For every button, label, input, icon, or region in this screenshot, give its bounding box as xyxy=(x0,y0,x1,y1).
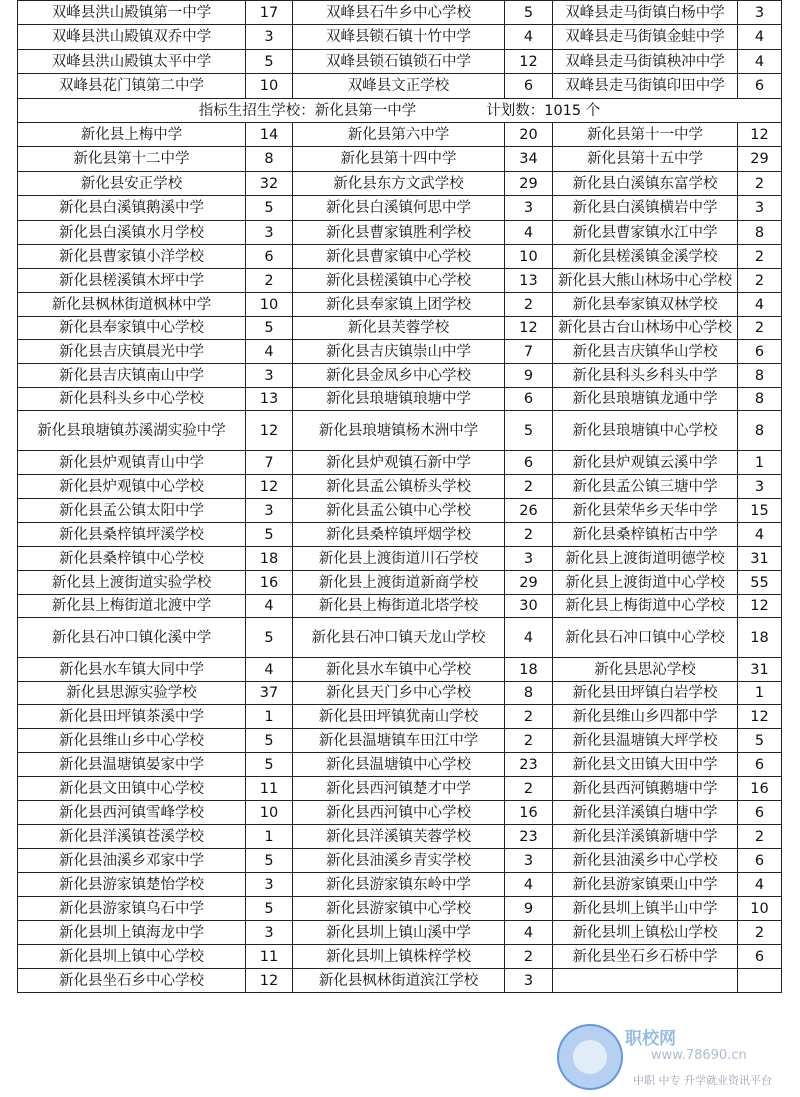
quota-cell: 3 xyxy=(246,499,293,523)
school-name-cell: 新化县白溪镇水月学校 xyxy=(18,221,246,245)
quota-cell: 1 xyxy=(738,451,782,475)
quota-cell: 2 xyxy=(738,172,782,196)
school-name-cell: 新化县芙蓉学校 xyxy=(293,317,505,340)
quota-cell: 3 xyxy=(505,547,553,571)
quota-cell: 2 xyxy=(738,825,782,849)
table-row xyxy=(18,147,782,172)
quota-cell: 29 xyxy=(738,147,782,172)
table-row xyxy=(18,388,782,411)
quota-cell: 18 xyxy=(246,547,293,571)
watermark-tagline: 中职 中专 升学就业资讯平台 xyxy=(633,1074,772,1087)
school-name-cell: 新化县油溪乡中心学校 xyxy=(553,849,738,873)
quota-cell: 3 xyxy=(246,873,293,897)
table-row xyxy=(18,658,782,682)
quota-cell: 20 xyxy=(505,123,553,147)
table-row xyxy=(18,753,782,777)
school-name-cell: 双峰县石牛乡中心学校 xyxy=(293,1,505,25)
school-name-cell: 新化县炉观镇中心学校 xyxy=(18,475,246,499)
school-name-cell: 双峰县洪山殿镇太平中学 xyxy=(18,50,246,74)
table-row xyxy=(18,74,782,99)
school-name-cell: 新化县文田镇大田中学 xyxy=(553,753,738,777)
school-name-cell: 新化县田坪镇白岩学校 xyxy=(553,682,738,705)
table-row xyxy=(18,897,782,921)
quota-cell: 16 xyxy=(738,777,782,801)
table-row xyxy=(18,196,782,221)
quota-cell: 5 xyxy=(246,196,293,221)
quota-cell: 6 xyxy=(505,74,553,99)
school-name-cell: 新化县游家镇栗山中学 xyxy=(553,873,738,897)
school-name-cell: 新化县槎溪镇中心学校 xyxy=(293,269,505,293)
quota-cell: 10 xyxy=(738,897,782,921)
quota-cell: 6 xyxy=(505,388,553,411)
quota-cell: 8 xyxy=(738,411,782,451)
table-row xyxy=(18,25,782,50)
quota-cell: 3 xyxy=(246,364,293,388)
school-name-cell: 新化县槎溪镇木坪中学 xyxy=(18,269,246,293)
school-name-cell: 新化县圳上镇海龙中学 xyxy=(18,921,246,945)
school-name-cell: 新化县第十一中学 xyxy=(553,123,738,147)
school-name-cell: 新化县圳上镇中心学校 xyxy=(18,945,246,969)
quota-cell: 29 xyxy=(505,172,553,196)
school-name-cell: 新化县温塘镇晏家中学 xyxy=(18,753,246,777)
school-name-cell: 新化县桑梓镇中心学校 xyxy=(18,547,246,571)
quota-cell: 18 xyxy=(738,618,782,658)
school-name-cell: 新化县西河镇楚才中学 xyxy=(293,777,505,801)
school-name-cell: 新化县水车镇中心学校 xyxy=(293,658,505,682)
quota-cell: 23 xyxy=(505,753,553,777)
quota-cell: 5 xyxy=(246,729,293,753)
table-row xyxy=(18,729,782,753)
quota-cell: 7 xyxy=(246,451,293,475)
quota-cell: 17 xyxy=(246,1,293,25)
quota-cell: 6 xyxy=(738,945,782,969)
quota-cell: 12 xyxy=(738,123,782,147)
school-name-cell: 新化县维山乡中心学校 xyxy=(18,729,246,753)
school-name-cell: 新化县洋溪镇苍溪学校 xyxy=(18,825,246,849)
table-row xyxy=(18,317,782,340)
school-name-cell: 双峰县花门镇第二中学 xyxy=(18,74,246,99)
quota-cell: 6 xyxy=(738,849,782,873)
quota-cell: 31 xyxy=(738,658,782,682)
enrollment-table-page xyxy=(17,0,781,1097)
quota-cell: 6 xyxy=(738,801,782,825)
table-row xyxy=(18,245,782,269)
watermark-brand: 职校网 xyxy=(625,1029,676,1049)
school-name-cell: 新化县西河镇鹅塘中学 xyxy=(553,777,738,801)
school-name-cell: 新化县上梅中学 xyxy=(18,123,246,147)
school-name-cell: 新化县桑梓镇柘古中学 xyxy=(553,523,738,547)
quota-cell: 3 xyxy=(505,969,553,993)
quota-cell: 4 xyxy=(505,921,553,945)
quota-cell: 4 xyxy=(738,523,782,547)
quota-cell: 3 xyxy=(505,849,553,873)
quota-cell: 13 xyxy=(505,269,553,293)
school-name-cell: 新化县洋溪镇芙蓉学校 xyxy=(293,825,505,849)
school-name-cell: 新化县孟公镇太阳中学 xyxy=(18,499,246,523)
quota-cell: 16 xyxy=(246,571,293,595)
quota-cell: 4 xyxy=(505,221,553,245)
school-name-cell: 新化县温塘镇大坪学校 xyxy=(553,729,738,753)
school-name-cell: 新化县坐石乡石桥中学 xyxy=(553,945,738,969)
school-name-cell xyxy=(553,969,738,993)
school-name-cell: 新化县安正学校 xyxy=(18,172,246,196)
quota-cell: 4 xyxy=(738,50,782,74)
quota-cell: 5 xyxy=(246,50,293,74)
table-row xyxy=(18,595,782,618)
quota-cell: 3 xyxy=(738,1,782,25)
school-name-cell: 新化县白溪镇横岩中学 xyxy=(553,196,738,221)
school-name-cell: 新化县荣华乡天华中学 xyxy=(553,499,738,523)
quota-cell: 2 xyxy=(505,523,553,547)
school-name-cell: 新化县第六中学 xyxy=(293,123,505,147)
school-name-cell: 新化县上梅街道北塔学校 xyxy=(293,595,505,618)
school-name-cell: 新化县天门乡中心学校 xyxy=(293,682,505,705)
quota-cell: 6 xyxy=(738,74,782,99)
school-name-cell: 双峰县洪山殿镇第一中学 xyxy=(18,1,246,25)
quota-cell: 4 xyxy=(246,340,293,364)
quota-cell: 13 xyxy=(246,388,293,411)
school-name-cell: 双峰县走马街镇印田中学 xyxy=(553,74,738,99)
quota-cell: 32 xyxy=(246,172,293,196)
school-name-cell: 新化县金凤乡中心学校 xyxy=(293,364,505,388)
school-name-cell: 新化县科头乡科头中学 xyxy=(553,364,738,388)
quota-cell: 3 xyxy=(246,25,293,50)
quota-cell: 10 xyxy=(246,293,293,317)
school-name-cell: 新化县奉家镇上团学校 xyxy=(293,293,505,317)
school-name-cell: 新化县吉庆镇晨光中学 xyxy=(18,340,246,364)
quota-cell: 2 xyxy=(505,945,553,969)
quota-cell: 2 xyxy=(505,777,553,801)
school-name-cell: 双峰县洪山殿镇双乔中学 xyxy=(18,25,246,50)
school-name-cell: 新化县槎溪镇金溪学校 xyxy=(553,245,738,269)
school-name-cell: 新化县科头乡中心学校 xyxy=(18,388,246,411)
quota-cell: 10 xyxy=(246,801,293,825)
quota-cell: 5 xyxy=(246,618,293,658)
table-row xyxy=(18,969,782,993)
quota-cell: 3 xyxy=(246,921,293,945)
school-name-cell: 新化县孟公镇三塘中学 xyxy=(553,475,738,499)
watermark-url: www.78690.cn xyxy=(651,1048,747,1063)
quota-cell: 6 xyxy=(738,753,782,777)
table-row xyxy=(18,825,782,849)
quota-cell: 5 xyxy=(246,897,293,921)
school-name-cell: 新化县游家镇东岭中学 xyxy=(293,873,505,897)
quota-cell: 4 xyxy=(738,293,782,317)
quota-cell: 12 xyxy=(505,50,553,74)
school-name-cell: 新化县奉家镇双林学校 xyxy=(553,293,738,317)
quota-cell: 23 xyxy=(505,825,553,849)
quota-cell: 34 xyxy=(505,147,553,172)
quota-cell: 8 xyxy=(246,147,293,172)
school-name-cell: 新化县田坪镇犹南山学校 xyxy=(293,705,505,729)
school-name-cell: 新化县上渡街道明德学校 xyxy=(553,547,738,571)
school-name-cell: 新化县水车镇大同中学 xyxy=(18,658,246,682)
school-name-cell: 新化县吉庆镇南山中学 xyxy=(18,364,246,388)
school-name-cell: 新化县石冲口镇化溪中学 xyxy=(18,618,246,658)
section-header-row xyxy=(18,99,782,123)
quota-cell: 12 xyxy=(246,411,293,451)
school-name-cell: 新化县第十四中学 xyxy=(293,147,505,172)
school-name-cell: 新化县白溪镇鹅溪中学 xyxy=(18,196,246,221)
quota-cell: 4 xyxy=(738,25,782,50)
quota-cell: 10 xyxy=(246,74,293,99)
quota-cell: 55 xyxy=(738,571,782,595)
quota-cell: 12 xyxy=(505,317,553,340)
quota-cell: 2 xyxy=(505,729,553,753)
quota-cell: 30 xyxy=(505,595,553,618)
table-row xyxy=(18,682,782,705)
quota-cell: 12 xyxy=(246,969,293,993)
school-name-cell: 新化县枫林街道枫林中学 xyxy=(18,293,246,317)
school-name-cell: 新化县桑梓镇坪烟学校 xyxy=(293,523,505,547)
school-name-cell: 新化县古台山林场中心学校 xyxy=(553,317,738,340)
section-school-label: 指标生招生学校：新化县第一中学 xyxy=(198,102,417,119)
quota-cell: 37 xyxy=(246,682,293,705)
school-name-cell: 新化县曹家镇中心学校 xyxy=(293,245,505,269)
school-name-cell: 新化县炉观镇云溪中学 xyxy=(553,451,738,475)
school-name-cell: 双峰县走马街镇秧冲中学 xyxy=(553,50,738,74)
quota-cell: 5 xyxy=(738,729,782,753)
school-name-cell: 新化县琅塘镇中心学校 xyxy=(553,411,738,451)
quota-cell: 5 xyxy=(246,523,293,547)
table-row xyxy=(18,50,782,74)
table-row xyxy=(18,269,782,293)
school-name-cell: 新化县桑梓镇坪溪学校 xyxy=(18,523,246,547)
school-name-cell: 新化县油溪乡邓家中学 xyxy=(18,849,246,873)
quota-cell: 4 xyxy=(738,873,782,897)
quota-cell: 2 xyxy=(738,921,782,945)
school-name-cell: 双峰县文正学校 xyxy=(293,74,505,99)
quota-cell: 31 xyxy=(738,547,782,571)
school-name-cell: 新化县上渡街道实验学校 xyxy=(18,571,246,595)
school-name-cell: 新化县白溪镇何思中学 xyxy=(293,196,505,221)
quota-cell: 6 xyxy=(738,340,782,364)
school-name-cell: 新化县温塘镇中心学校 xyxy=(293,753,505,777)
quota-cell: 2 xyxy=(505,293,553,317)
quota-cell: 4 xyxy=(246,595,293,618)
table-row xyxy=(18,777,782,801)
school-name-cell: 新化县奉家镇中心学校 xyxy=(18,317,246,340)
school-name-cell: 新化县田坪镇茶溪中学 xyxy=(18,705,246,729)
quota-cell: 5 xyxy=(246,849,293,873)
school-name-cell: 新化县琅塘镇苏溪湖实验中学 xyxy=(18,411,246,451)
enrollment-table xyxy=(17,0,782,993)
school-name-cell: 新化县西河镇雪峰学校 xyxy=(18,801,246,825)
table-row xyxy=(18,801,782,825)
section-plan-label: 计划数：1015 个 xyxy=(486,102,601,119)
quota-cell: 2 xyxy=(505,705,553,729)
quota-cell: 2 xyxy=(505,475,553,499)
table-row xyxy=(18,705,782,729)
quota-cell: 8 xyxy=(738,364,782,388)
quota-cell: 5 xyxy=(246,317,293,340)
quota-cell: 4 xyxy=(505,618,553,658)
table-row xyxy=(18,411,782,451)
table-row xyxy=(18,499,782,523)
table-row xyxy=(18,123,782,147)
school-name-cell: 新化县孟公镇中心学校 xyxy=(293,499,505,523)
school-name-cell: 新化县吉庆镇华山学校 xyxy=(553,340,738,364)
school-name-cell: 新化县圳上镇株梓学校 xyxy=(293,945,505,969)
quota-cell: 29 xyxy=(505,571,553,595)
school-name-cell: 新化县白溪镇东富学校 xyxy=(553,172,738,196)
school-name-cell: 新化县温塘镇车田江中学 xyxy=(293,729,505,753)
quota-cell: 11 xyxy=(246,945,293,969)
table-row xyxy=(18,921,782,945)
school-name-cell: 新化县上渡街道新商学校 xyxy=(293,571,505,595)
quota-cell: 6 xyxy=(246,245,293,269)
school-name-cell: 双峰县走马街镇白杨中学 xyxy=(553,1,738,25)
quota-cell: 12 xyxy=(246,475,293,499)
table-row xyxy=(18,340,782,364)
school-name-cell: 新化县琅塘镇杨木洲中学 xyxy=(293,411,505,451)
quota-cell: 2 xyxy=(738,245,782,269)
quota-cell: 3 xyxy=(505,196,553,221)
school-name-cell: 新化县琅塘镇龙通中学 xyxy=(553,388,738,411)
school-name-cell: 新化县圳上镇松山学校 xyxy=(553,921,738,945)
school-name-cell: 新化县琅塘镇琅塘中学 xyxy=(293,388,505,411)
table-row xyxy=(18,293,782,317)
table-row xyxy=(18,172,782,196)
school-name-cell: 新化县坐石乡中心学校 xyxy=(18,969,246,993)
quota-cell: 1 xyxy=(246,825,293,849)
school-name-cell: 新化县上渡街道中心学校 xyxy=(553,571,738,595)
quota-cell: 2 xyxy=(246,269,293,293)
school-name-cell: 新化县孟公镇桥头学校 xyxy=(293,475,505,499)
quota-cell: 15 xyxy=(738,499,782,523)
quota-cell: 8 xyxy=(738,388,782,411)
quota-cell: 8 xyxy=(505,682,553,705)
quota-cell: 11 xyxy=(246,777,293,801)
school-name-cell: 双峰县锁石镇锁石中学 xyxy=(293,50,505,74)
quota-cell: 26 xyxy=(505,499,553,523)
school-name-cell: 新化县游家镇乌石中学 xyxy=(18,897,246,921)
quota-cell: 3 xyxy=(738,475,782,499)
table-row xyxy=(18,1,782,25)
school-name-cell: 新化县洋溪镇新塘中学 xyxy=(553,825,738,849)
quota-cell: 5 xyxy=(505,1,553,25)
school-name-cell: 新化县圳上镇山溪中学 xyxy=(293,921,505,945)
table-row xyxy=(18,571,782,595)
school-name-cell: 新化县文田镇中心学校 xyxy=(18,777,246,801)
school-name-cell: 新化县曹家镇水江中学 xyxy=(553,221,738,245)
school-name-cell: 新化县第十二中学 xyxy=(18,147,246,172)
school-name-cell: 新化县维山乡四都中学 xyxy=(553,705,738,729)
table-row xyxy=(18,221,782,245)
school-name-cell: 新化县吉庆镇崇山中学 xyxy=(293,340,505,364)
school-name-cell: 新化县曹家镇小洋学校 xyxy=(18,245,246,269)
quota-cell: 4 xyxy=(505,25,553,50)
quota-cell: 1 xyxy=(246,705,293,729)
school-name-cell: 新化县上梅街道中心学校 xyxy=(553,595,738,618)
quota-cell: 9 xyxy=(505,897,553,921)
school-name-cell: 新化县西河镇中心学校 xyxy=(293,801,505,825)
school-name-cell: 新化县炉观镇石新中学 xyxy=(293,451,505,475)
school-name-cell: 新化县游家镇楚怡学校 xyxy=(18,873,246,897)
table-row xyxy=(18,618,782,658)
school-name-cell: 新化县思源实验学校 xyxy=(18,682,246,705)
school-name-cell: 新化县圳上镇半山中学 xyxy=(553,897,738,921)
quota-cell: 14 xyxy=(246,123,293,147)
school-name-cell: 新化县思沁学校 xyxy=(553,658,738,682)
quota-cell: 16 xyxy=(505,801,553,825)
school-name-cell: 新化县游家镇中心学校 xyxy=(293,897,505,921)
quota-cell: 3 xyxy=(246,221,293,245)
quota-cell: 10 xyxy=(505,245,553,269)
quota-cell: 12 xyxy=(738,705,782,729)
quota-cell: 4 xyxy=(505,873,553,897)
table-row xyxy=(18,945,782,969)
school-name-cell: 新化县第十五中学 xyxy=(553,147,738,172)
quota-cell: 8 xyxy=(738,221,782,245)
quota-cell: 1 xyxy=(738,682,782,705)
quota-cell: 5 xyxy=(246,753,293,777)
table-row xyxy=(18,523,782,547)
quota-cell: 3 xyxy=(738,196,782,221)
school-name-cell: 新化县曹家镇胜利学校 xyxy=(293,221,505,245)
school-name-cell: 新化县大熊山林场中心学校 xyxy=(553,269,738,293)
quota-cell: 2 xyxy=(738,317,782,340)
quota-cell: 12 xyxy=(738,595,782,618)
school-name-cell: 新化县石冲口镇中心学校 xyxy=(553,618,738,658)
school-name-cell: 新化县石冲口镇天龙山学校 xyxy=(293,618,505,658)
school-name-cell: 双峰县锁石镇十竹中学 xyxy=(293,25,505,50)
table-row xyxy=(18,364,782,388)
school-name-cell: 新化县上梅街道北渡中学 xyxy=(18,595,246,618)
table-row xyxy=(18,547,782,571)
quota-cell: 7 xyxy=(505,340,553,364)
school-name-cell: 新化县洋溪镇白塘中学 xyxy=(553,801,738,825)
school-name-cell: 双峰县走马街镇金蛙中学 xyxy=(553,25,738,50)
quota-cell: 6 xyxy=(505,451,553,475)
quota-cell xyxy=(738,969,782,993)
table-row xyxy=(18,849,782,873)
school-name-cell: 新化县上渡街道川石学校 xyxy=(293,547,505,571)
quota-cell: 2 xyxy=(738,269,782,293)
quota-cell: 5 xyxy=(505,411,553,451)
table-row xyxy=(18,475,782,499)
school-name-cell: 新化县东方文武学校 xyxy=(293,172,505,196)
quota-cell: 18 xyxy=(505,658,553,682)
quota-cell: 9 xyxy=(505,364,553,388)
school-name-cell: 新化县枫林街道滨江学校 xyxy=(293,969,505,993)
section-header xyxy=(18,99,782,123)
school-name-cell: 新化县炉观镇青山中学 xyxy=(18,451,246,475)
table-row xyxy=(18,873,782,897)
school-name-cell: 新化县油溪乡青实学校 xyxy=(293,849,505,873)
table-row xyxy=(18,451,782,475)
quota-cell: 4 xyxy=(246,658,293,682)
